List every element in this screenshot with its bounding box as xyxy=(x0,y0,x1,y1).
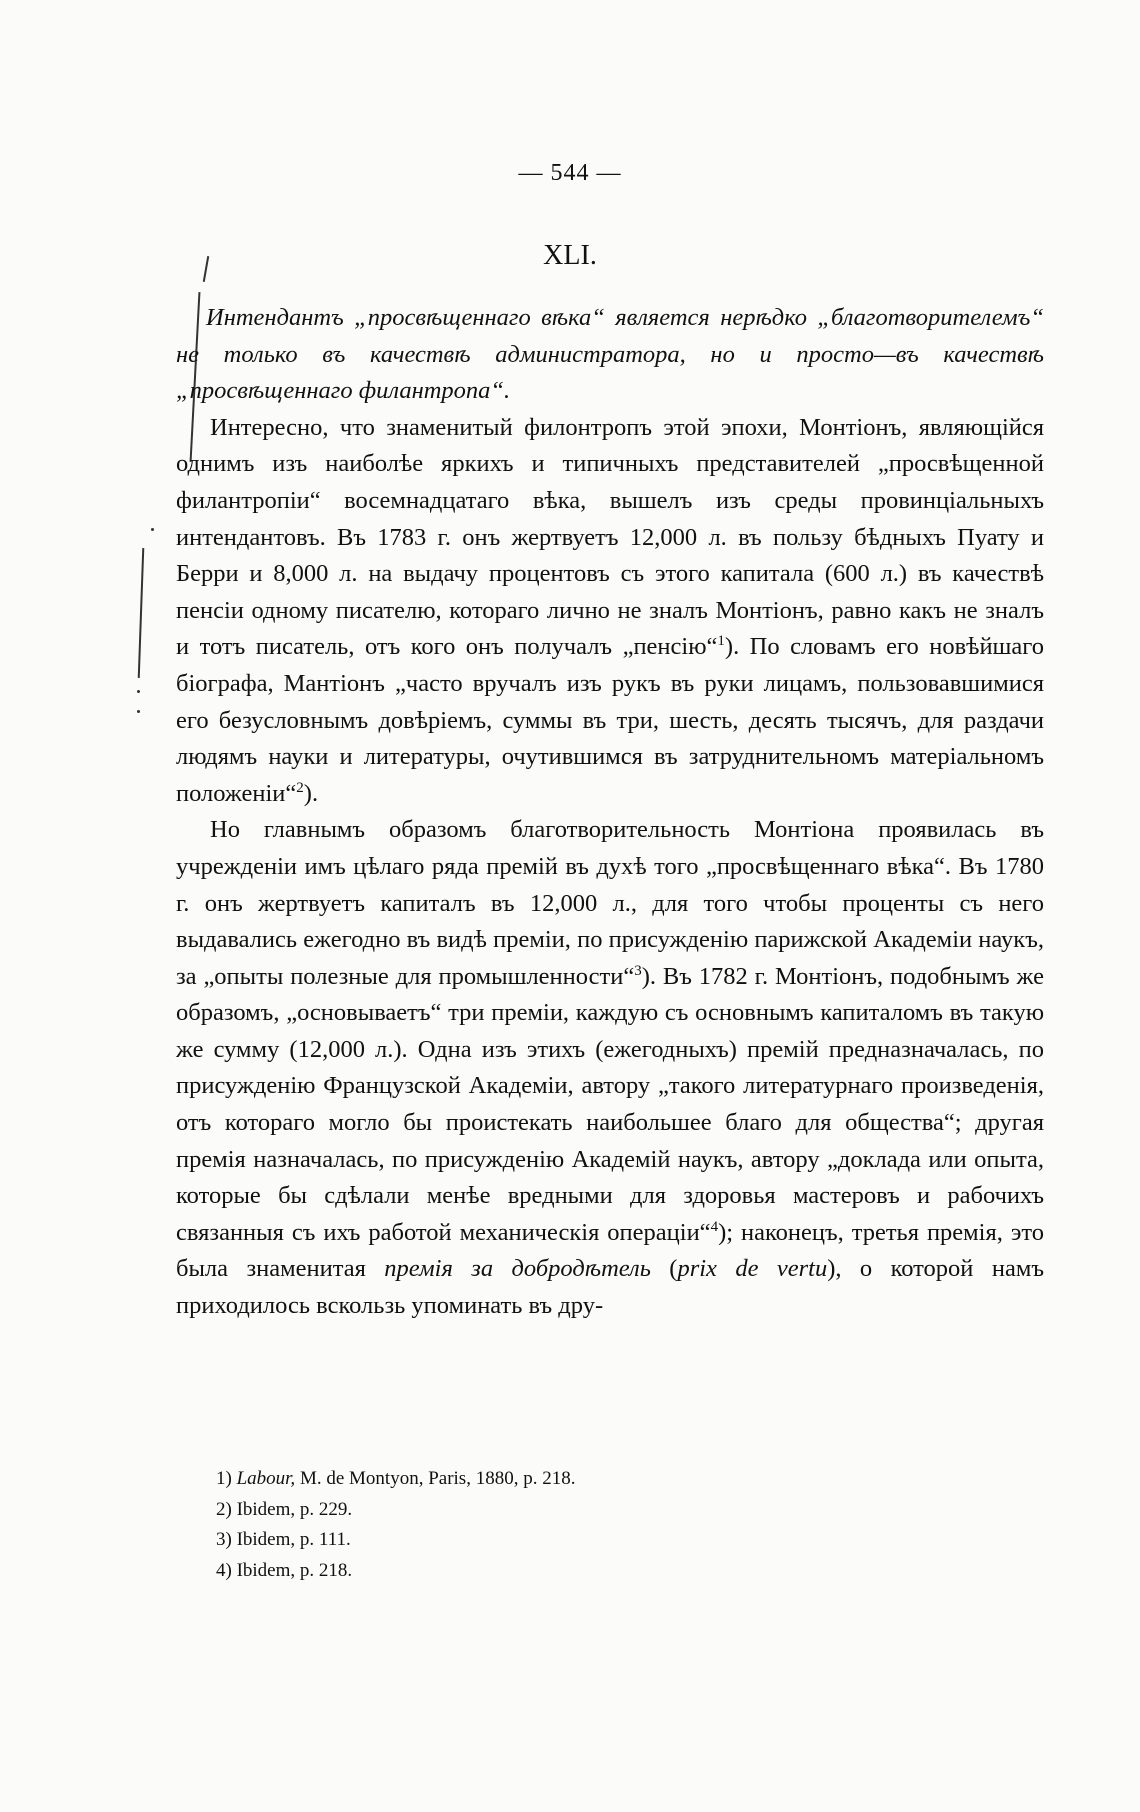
margin-pencil-dot xyxy=(137,710,140,713)
footnote: 1) Labour, M. de Montyon, Paris, 1880, p. 218. xyxy=(216,1468,576,1489)
footnote-ref-3[interactable]: 3 xyxy=(634,962,642,979)
footnote-ref-1[interactable]: 1 xyxy=(717,633,725,650)
margin-pencil-mark xyxy=(138,548,145,678)
body-text xyxy=(176,300,1044,1325)
footnote: 3) Ibidem, p. 111. xyxy=(216,1529,351,1550)
paragraph-1: Интересно, что знаменитый филонтропъ этой эпохи, Монтіонъ, являющійся однимъ изъ наиболѣе яркихъ и типичныхъ представителей „просвѣщенной филантропіи“ восемнадцатаго вѣка, вышелъ изъ среды провинціальныхъ интендантовъ. Въ 1783 г. онъ жертвуетъ 12,000 л. въ пользу бѣдныхъ Пуату и Берри и 8,000 л. на выдачу процентовъ съ этого капитала (600 л.) въ качествѣ пенсіи одному писателю, котораго лично не зналъ Монтіонъ, равно какъ не зналъ и тотъ писатель, отъ кого онъ получалъ „пенсію“$^1$). По словамъ его новѣйшаго біографа, Мантіонъ „часто вручалъ изъ рукъ въ руки лицамъ, пользовавшимися его безусловнымъ довѣріемъ, суммы въ три, шесть, десять тысячъ, для раздачи людямъ науки и литературы, очутившимся въ затруднительномъ матеріальномъ положеніи“$^2$). xyxy=(176,413,1044,807)
page-number: — 544 — xyxy=(518,160,622,186)
footnotes xyxy=(216,1464,996,1586)
lead-paragraph: Интендантъ „просвѣщеннаго вѣка“ является нерѣдко „благотворителемъ“ не только въ качествѣ администратора, но и просто—въ качествѣ „просвѣщеннаго филантропа“. xyxy=(176,304,1044,405)
footnote: 2) Ibidem, p. 229. xyxy=(216,1498,353,1520)
footnote-ref-4[interactable]: 4 xyxy=(710,1218,719,1235)
paragraph-2: Но главнымъ образомъ благотворительность Монтіона проявилась въ учрежденіи имъ цѣлаго ряда премій въ духѣ того „просвѣщеннаго вѣка“. Въ 1780 г. онъ жертвуетъ капиталъ въ 12,000 л., для того чтобы проценты съ него выдавались ежегодно въ видѣ преміи, по присужденію парижской Академіи наукъ, за „опыты полезные для промышленности“$^3$). Въ 1782 г. Монтіонъ, подобнымъ же образомъ, „основываетъ“ три преміи, каждую съ основнымъ капиталомъ въ такую же сумму (12,000 л.). Одна изъ этихъ (ежегодныхъ) премій предназначалась, по присужденію Французской Академіи, автору „такого литературнаго произведенія, отъ котораго могло бы проистекать наибольшее благо для общества“; другая премія назначалась, по присужденію Академій наукъ, автору „доклада или опыта, которые бы сдѣлали менѣе вредными для здоровья мастеровъ и рабочихъ связанныя съ ихъ работой механическія операціи“$^4$); наконецъ, третья премія, это была знаменитая премія за добродѣтель (prix de vertu), о которой намъ приходилось вскользь упоминать въ дру- xyxy=(176,816,1045,1320)
chapter-heading: XLI. xyxy=(543,240,597,271)
margin-pencil-dot xyxy=(151,528,154,531)
margin-pencil-dot xyxy=(137,690,140,693)
footnote-ref-2[interactable]: 2 xyxy=(296,779,304,796)
footnote: 4) Ibidem, p. 218. xyxy=(216,1559,353,1581)
